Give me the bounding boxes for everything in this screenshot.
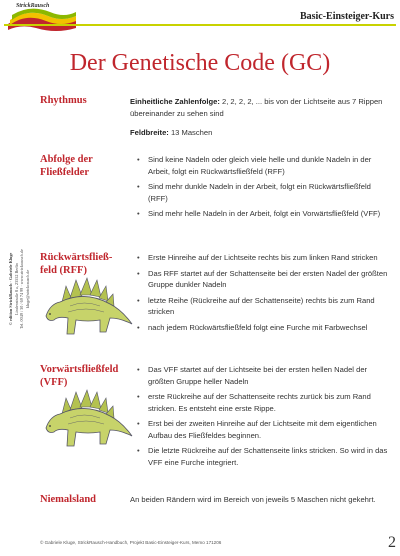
- rhythmus-width: [130, 127, 392, 139]
- page-title: Der Genetische Code (GC): [69, 50, 331, 76]
- list-item: • nach jedem Rückwärtsfließfeld folgt eine Furche mit Farbwechsel: [137, 322, 392, 334]
- vff-list: [137, 364, 392, 472]
- publisher-line: Lindenstraße 8 a, 23552 Berlin: [13, 263, 19, 315]
- list-item: • Das VFF startet auf der Lichtseite bei der ersten hellen Nadel der größten Gruppe heller Nadeln: [137, 364, 392, 387]
- list-item: • Sind mehr helle Nadeln in der Arbeit, folgt ein Vorwärtsfließfeld (VFF): [137, 208, 392, 220]
- section-label-niemalsland: Niemalsland: [40, 494, 97, 505]
- list-item: • Erste Hinreihe auf der Lichtseite rechts bis zum linken Rand stricken: [137, 252, 392, 264]
- list-item: • Das RFF startet auf der Schattenseite bei der ersten Nadel der größten Gruppe dunkler Nadeln: [137, 268, 392, 291]
- rhythmus-sequence: [130, 96, 392, 119]
- label-line: Rückwärtsfließ-: [40, 252, 113, 263]
- list-item: • erste Rückreihe auf der Schattenseite rechts zurück bis zum Rand stricken. Es entsteht eine erste Rippe.: [137, 391, 392, 414]
- section-label-rhythmus: Rhythmus: [40, 95, 87, 106]
- abfolge-list: [137, 154, 392, 224]
- sequence-label: Einheitliche Zahlenfolge:: [130, 97, 220, 106]
- list-item: • Erst bei der zweiten Hinreihe auf der Lichtseite mit dem eigentlichen Aufbau des Fließfeldes beginnen.: [137, 418, 392, 441]
- label-line: (VFF): [40, 377, 68, 388]
- label-line: feld (RFF): [40, 265, 87, 276]
- section-label-vff: [40, 363, 118, 389]
- list-item: • Sind mehr dunkle Nadeln in der Arbeit, folgt ein Rückwärtsfließfeld (RFF): [137, 181, 392, 204]
- course-title: Basic-Einsteiger-Kurs: [299, 11, 394, 22]
- list-item: • letzte Reihe (Rückreihe auf der Schattenseite) rechts bis zum Rand stricken: [137, 295, 392, 318]
- sequence-text: 2, 2, 2, 2, ... bis von der Lichtseite aus 7 Rippen übereinander zu sehen sind: [130, 97, 383, 118]
- niemalsland-text: An beiden Rändern wird im Bereich von jeweils 5 Maschen nicht gekehrt.: [130, 495, 376, 504]
- list-item: • Sind keine Nadeln oder gleich viele helle und dunkle Nadeln in der Arbeit, folgt ein Rückwärtsfließfeld (RFF): [137, 154, 392, 177]
- label-line: Vorwärtsfließfeld: [40, 364, 119, 375]
- section-label-abfolge: [40, 153, 93, 179]
- publisher-side-text: [2, 208, 32, 358]
- publisher-line: © edition StrickRausch · Gabriele Kluge: [8, 252, 13, 326]
- label-line: Fließfelder: [40, 167, 89, 178]
- strickrausch-logo: [6, 2, 86, 36]
- publisher-line: kluge@strickrausch.de: [24, 269, 30, 309]
- width-label: Feldbreite:: [130, 128, 169, 137]
- logo-text: StrickRausch: [16, 3, 50, 9]
- label-line: Abfolge der: [40, 154, 93, 165]
- section-label-rff: [40, 251, 112, 277]
- dinosaur-illustration: [40, 388, 136, 461]
- publisher-line: Tel. 0049 / 30 / 69 74 99 · www.strickrausch.de: [19, 249, 24, 329]
- footer-copyright: © Gabriele Kluge, StrickRausch-Handbuch, Projekt Basic-Einsteiger-Kurs, Memo 171206: [40, 540, 222, 545]
- rhythmus-body: [130, 96, 392, 139]
- page-number: 2: [388, 534, 396, 551]
- dinosaur-illustration: [40, 276, 136, 349]
- width-text: 13 Maschen: [168, 128, 213, 137]
- rff-list: [137, 252, 392, 337]
- header-divider: [4, 24, 396, 26]
- list-item: • Die letzte Rückreihe auf der Schattenseite links stricken. So wird in das VFF eine Furche integriert.: [137, 445, 392, 468]
